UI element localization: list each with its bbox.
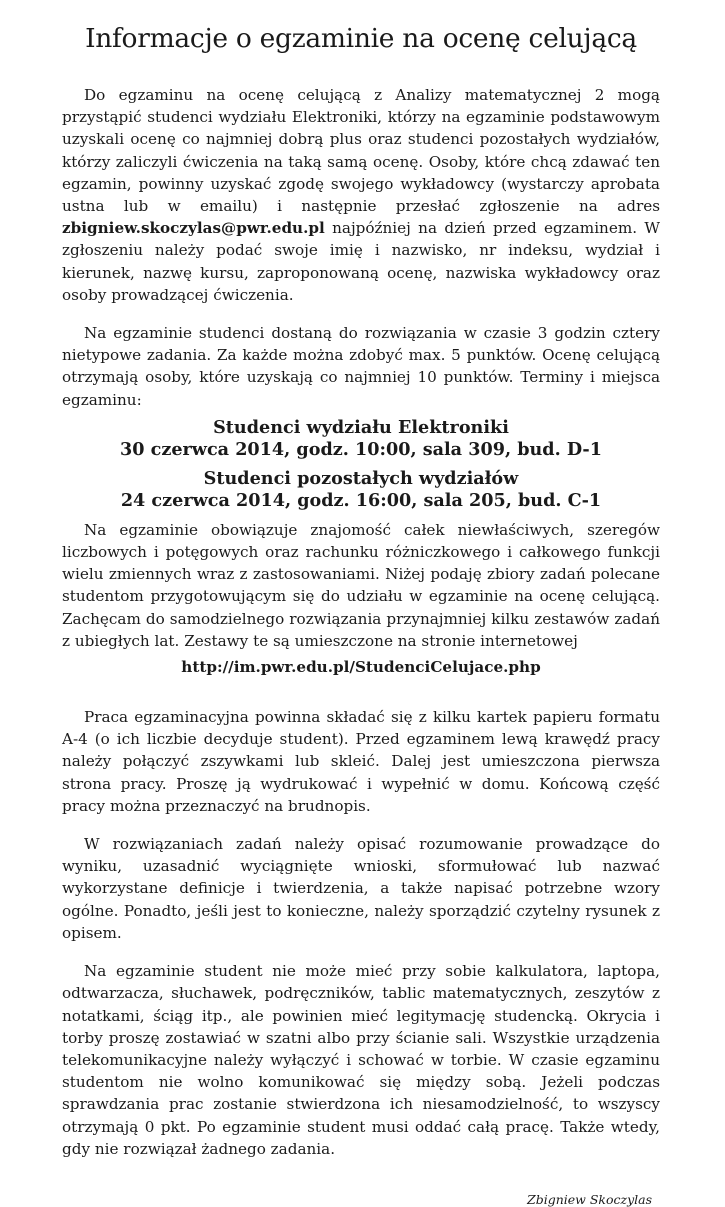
resources-link[interactable]: http://im.pwr.edu.pl/StudenciCelujace.php (181, 658, 541, 677)
author-signature: Zbigniew Skoczylas (527, 1191, 652, 1207)
paper-format-paragraph: Praca egzaminacyjna powinna składać się z kilku kartek papieru formatu A-4 (o ich liczbie decyduje student). Przed egzaminem lewą krawędź pracy należy połączyć zszywkami lub skleić. Dalej jest umieszczona pierwsza strona pracy. Proszę ją wydrukować i wypełnić w domu. Końcową część pracy można przeznaczyć na brudnopis. (62, 708, 660, 815)
session-other-faculties (62, 468, 660, 513)
solutions-paragraph: W rozwiązaniach zadań należy opisać rozumowanie prowadzące do wyniku, uzasadnić wyciągnięte wnioski, sformułować lub nazwać wykorzystane definicje i twierdzenia, a także napisać potrzebne wzory ogólne. Ponadto, jeśli jest to konieczne, należy sporządzić czytelny rysunek z opisem. (62, 835, 660, 942)
session-details: 24 czerwca 2014, godz. 16:00, sala 205, bud. C-1 (120, 490, 602, 512)
intro-paragraph (62, 84, 660, 306)
session-details: 30 czerwca 2014, godz. 10:00, sala 309, bud. D-1 (120, 439, 602, 461)
page-title: Informacje o egzaminie na ocenę celującą (85, 23, 637, 54)
exam-info-paragraph: Na egzaminie studenci dostaną do rozwiązania w czasie 3 godzin cztery nietypowe zadania. Za każde można zdobyć max. 5 punktów. Ocenę celującą otrzymają osoby, które uzyskają co najmniej 10 punktów. Terminy i miejsca egzaminu: (62, 324, 660, 409)
session-group-heading: Studenci pozostałych wydziałów (203, 467, 519, 489)
rules-paragraph: Na egzaminie student nie może mieć przy sobie kalkulatora, laptopa, odtwarzacza, słuchawek, podręczników, tablic matematycznych, zeszytów z notatkami, ściąg itp., ale powinien mieć legitymację studencką. Okrycia i torby proszę zostawiać w szatni albo przy ścianie sali. Wszystkie urządzenia telekomunikacyjne należy wyłączyć i schować w torbie. W czasie egzaminu studentom nie wolno komunikować się między sobą. Jeżeli podczas sprawdzania prac zostanie stwierdzona ich niesamodzielność, to wszyscy otrzymają 0 pkt. Po egzaminie student musi oddać całą pracę. Także wtedy, gdy nie rozwiązał żadnego zadania. (62, 962, 660, 1158)
session-group-heading: Studenci wydziału Elektroniki (213, 416, 509, 438)
contact-email[interactable]: zbigniew.skoczylas@pwr.edu.pl (62, 219, 325, 238)
intro-text-start: Do egzaminu na ocenę celującą z Analizy matematycznej 2 mogą przystąpić studenci wydziału Elektroniki, którzy na egzaminie podstawowym uzyskali ocenę co najmniej dobrą plus oraz studenci pozostałych wydziałów, którzy zaliczyli ćwiczenia na taką samą ocenę. Osoby, które chcą zdawać ten egzamin, powinny uzyskać zgodę swojego wykładowcy (wystarczy aprobata ustna lub w emailu) i następnie przesłać zgłoszenie na adres (62, 86, 660, 216)
document-page (62, 20, 660, 1207)
scope-paragraph: Na egzaminie obowiązuje znajomość całek niewłaściwych, szeregów liczbowych i potęgowych oraz rachunku różniczkowego i całkowego funkcji wielu zmiennych wraz z zastosowaniami. Niżej podaję zbiory zadań polecane studentom przygotowującym się do udziału w egzaminie na ocenę celującą. Zachęcam do samodzielnego rozwiązania przynajmniej kilku zestawów zadań z ubiegłych lat. Zestawy te są umieszczone na stronie internetowej (62, 520, 660, 650)
session-electronics (62, 417, 660, 462)
intro-text-end: najpóźniej na dzień przed egzaminem. W zgłoszeniu należy podać swoje imię i nazwisko, nr indeksu, wydział i kierunek, nazwę kursu, zaproponowaną ocenę, nazwiska wykładowcy oraz osoby prowadzącej ćwiczenia. (62, 219, 660, 304)
